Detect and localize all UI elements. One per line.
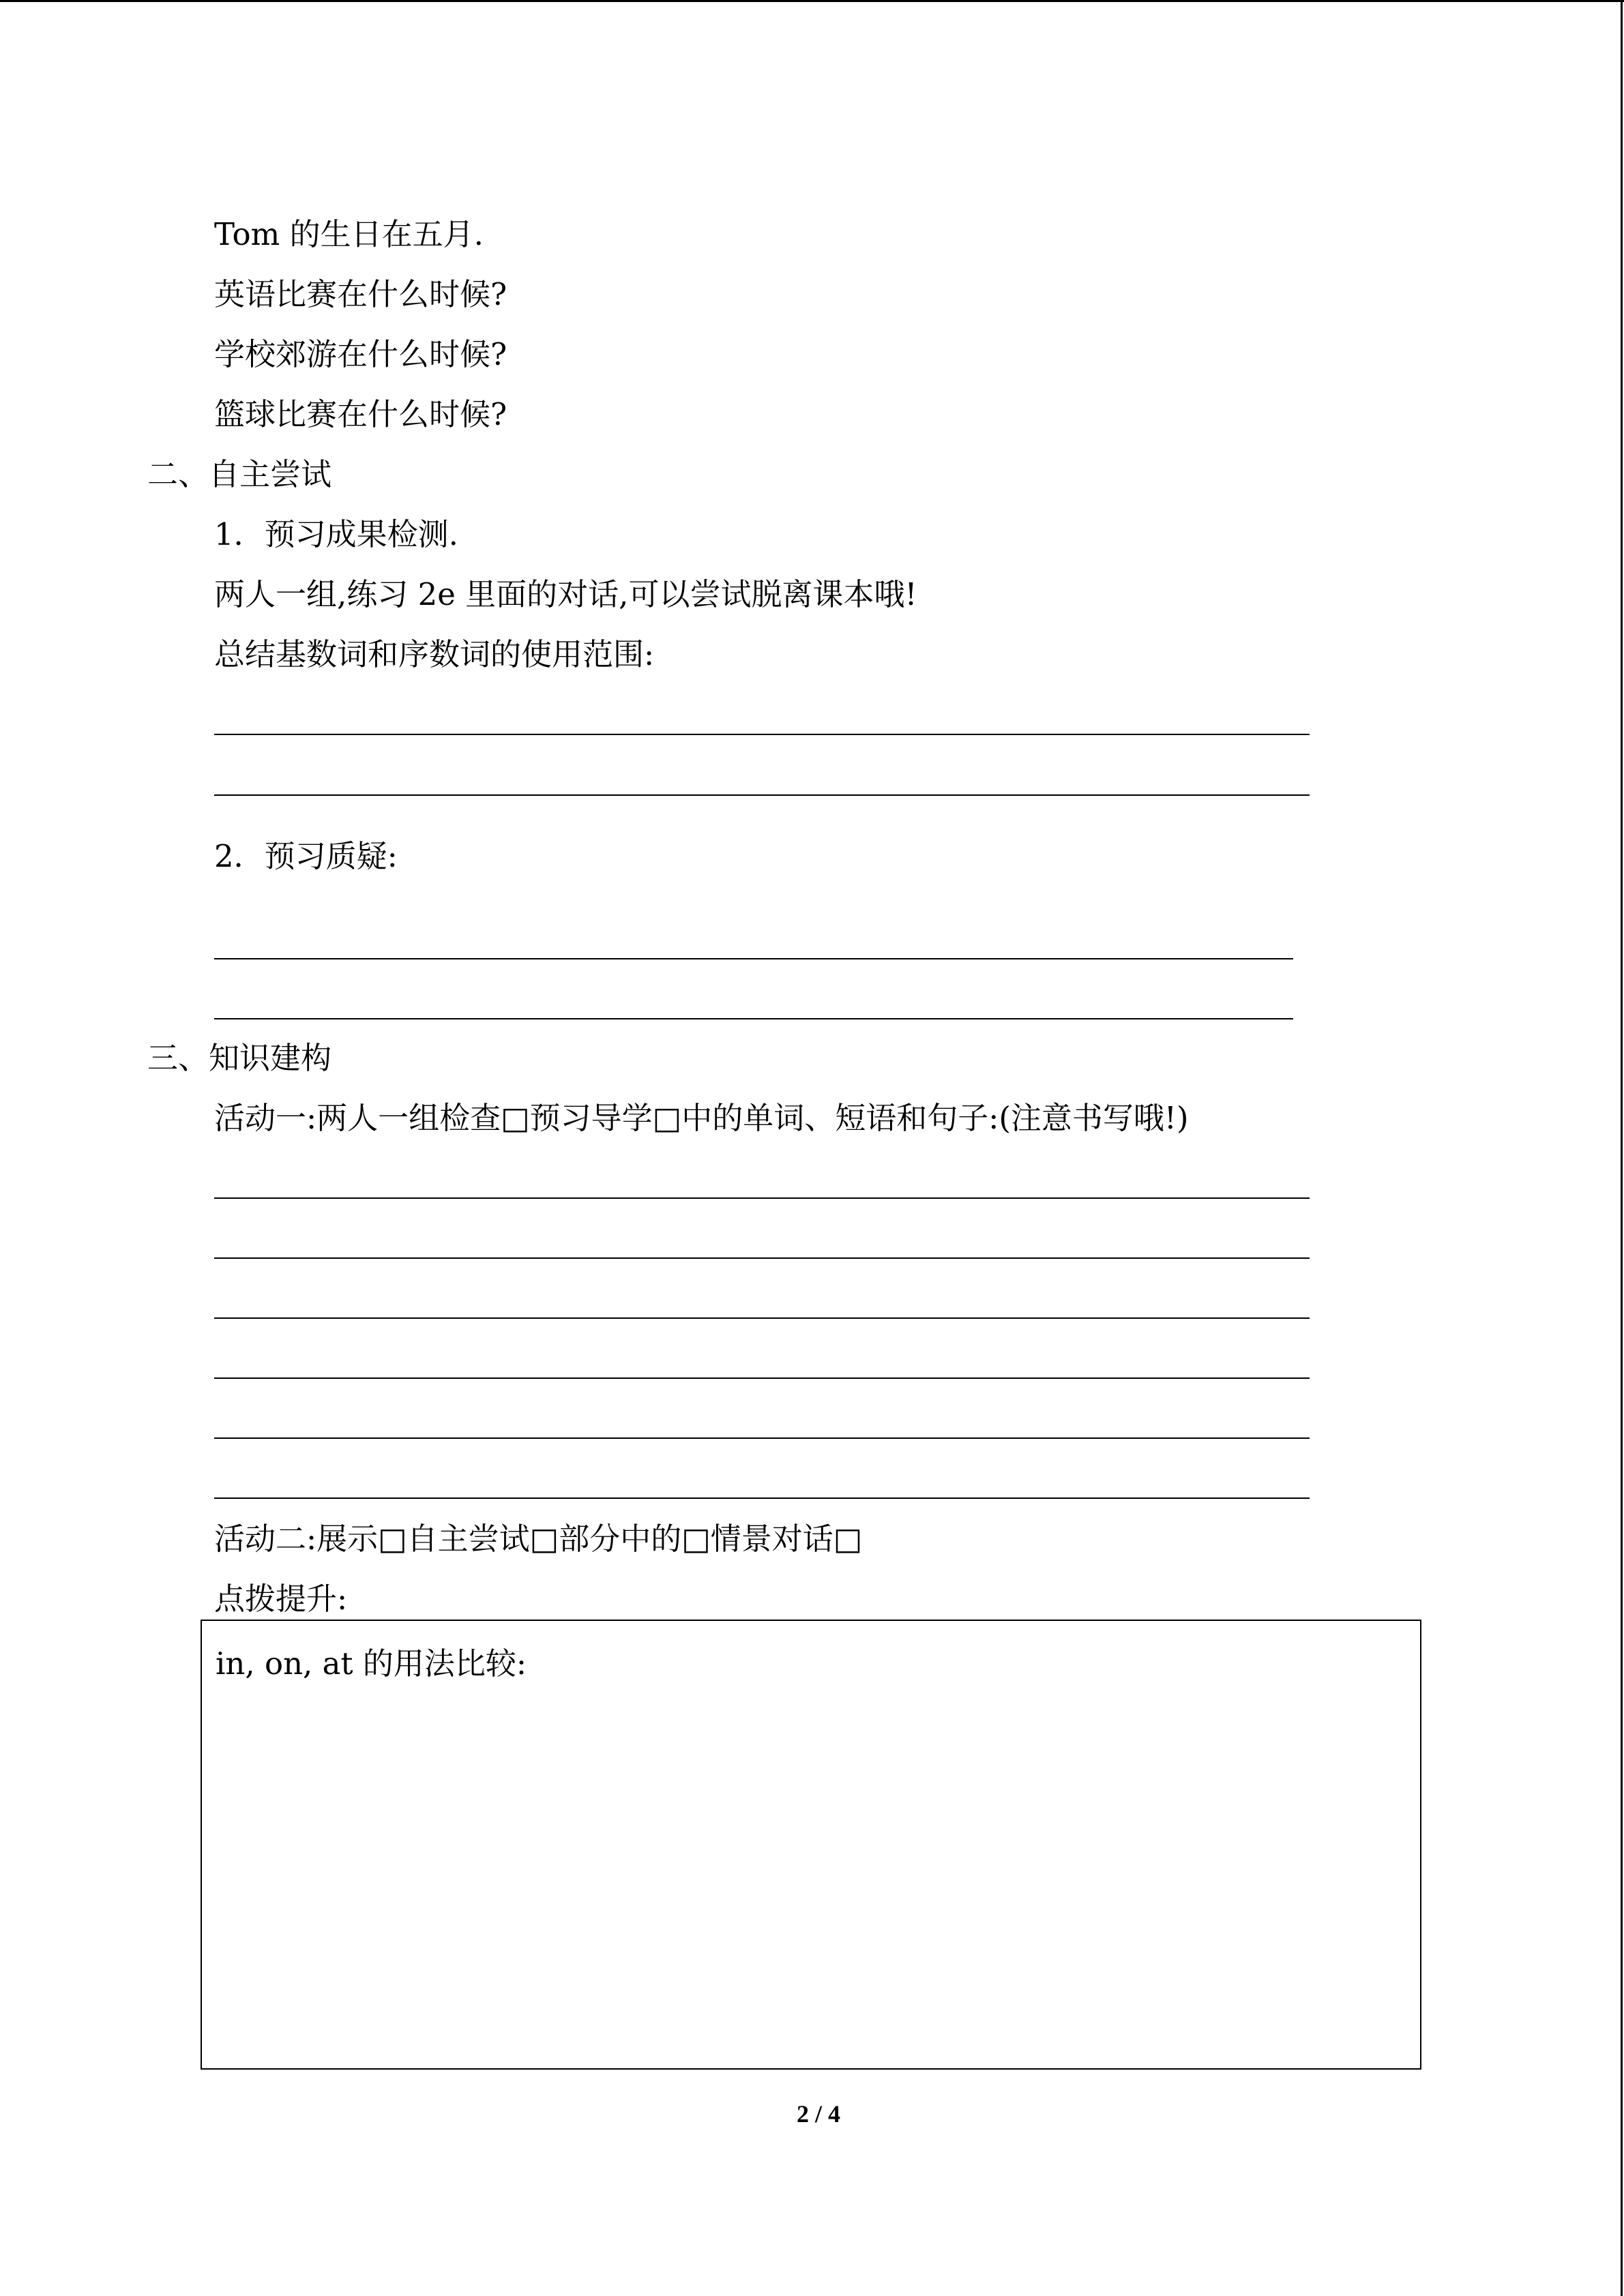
answer-line [214,1197,1310,1199]
answer-line [214,958,1293,959]
text-tips-label: 点拨提升: [214,1581,348,1617]
text-pair-practice: 两人一组,练习 2e 里面的对话,可以尝试脱离课本哦! [214,576,917,612]
text-line-english-contest: 英语比赛在什么时候? [214,276,507,312]
answer-line [214,1437,1310,1439]
answer-line [214,1377,1310,1379]
item-preview-check: 1．预习成果检测. [214,516,458,552]
text-line-school-trip: 学校郊游在什么时候? [214,336,507,372]
page-number: 2 / 4 [796,2100,840,2128]
right-border [1621,0,1623,2296]
answer-line [214,1257,1310,1259]
box-title: in, on, at 的用法比较: [216,1645,527,1682]
answer-line [214,794,1310,796]
text-activity-two: 活动二:展示□自主尝试□部分中的□情景对话□ [214,1521,863,1557]
answer-line [214,1497,1310,1499]
text-line-birthday: Tom 的生日在五月. [214,216,484,252]
text-line-basketball-game: 篮球比赛在什么时候? [214,396,507,432]
answer-line [214,1317,1310,1319]
comparison-box [201,1620,1421,2070]
top-border [0,0,1624,2]
item-preview-questions: 2．预习质疑: [214,838,398,874]
answer-line [214,734,1310,735]
text-activity-one: 活动一:两人一组检查□预习导学□中的单词、短语和句子:(注意书写哦!) [214,1100,1189,1136]
section-heading-self-try: 二、自主尝试 [147,456,332,492]
text-summary-prompt: 总结基数词和序数词的使用范围: [214,636,655,672]
section-heading-knowledge: 三、知识建构 [147,1040,332,1076]
answer-line [214,1018,1293,1019]
